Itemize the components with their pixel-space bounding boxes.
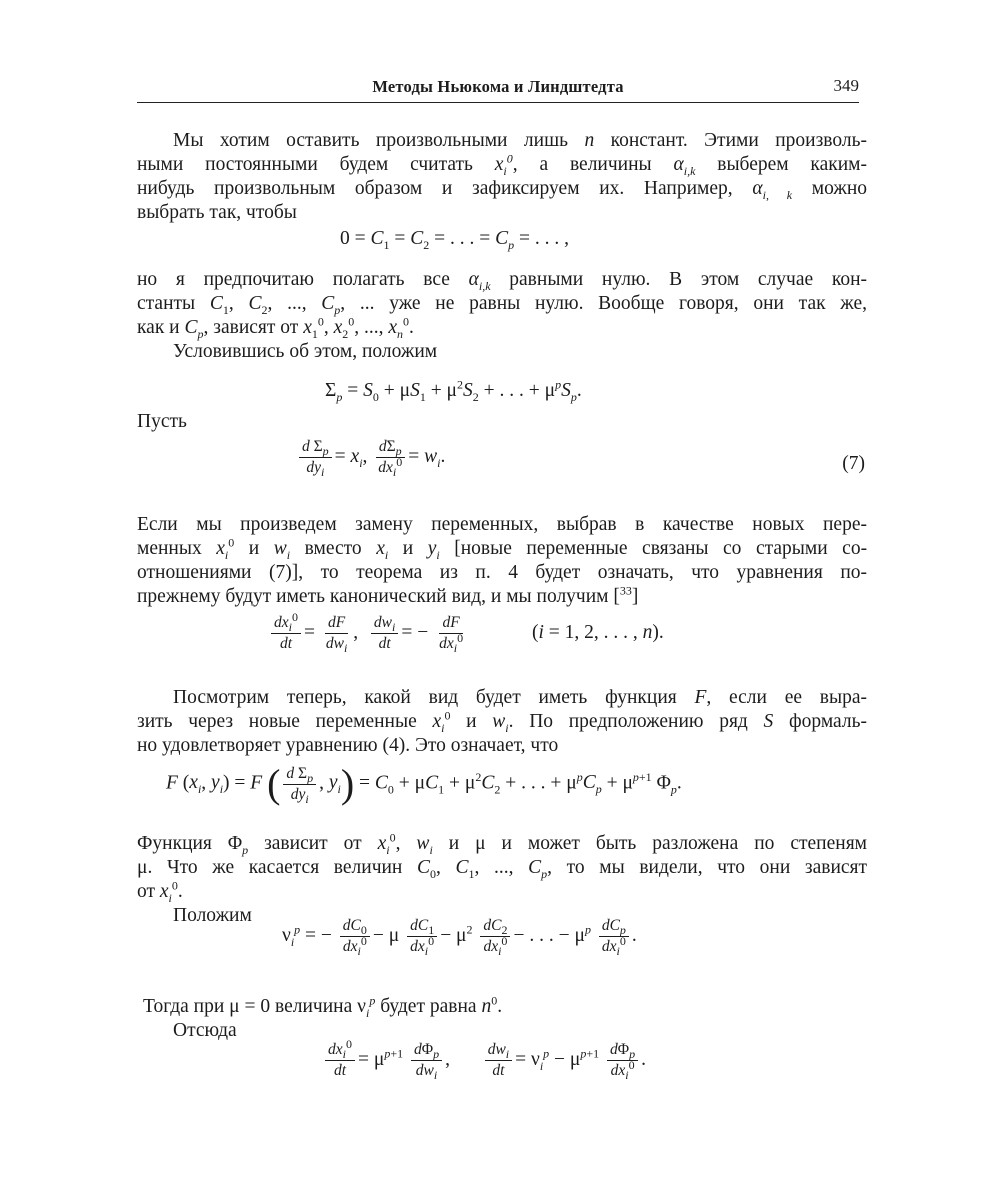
equation-constants-zero: $0 = C_1 = C_2$ = . . . = $C_p$ = . . . , <box>340 228 570 252</box>
equation-7: d $\Sigma_p$ $dy_i$ = $x_i$, $d\Sigma_p$ $dx_i^0$ = $w_i$. <box>296 438 445 477</box>
equation-canonical: $dx_i^0$ dt = dF $dw_i$ , $dw_i$ dt = − dF $dx_i^0$ (i = 1, 2, . . . , n). <box>268 614 664 653</box>
reference-note: 33 <box>619 583 632 598</box>
paragraph-line: отношениями (7)], то теорема из п. 4 будет означать, что уравнения по- <box>137 562 867 583</box>
paragraph-line: от $x_i^0$. <box>137 878 183 905</box>
paragraph-line: станты $C_1$, $C_2$, ..., $C_p$, ... уже не равны нулю. Вообще говоря, они так же, <box>137 293 868 317</box>
paragraph-line: Функция $\Phi_p$ зависит от $x_i^0$, $w_i$ и μ и может быть разложена по степеням <box>137 830 868 857</box>
equation-nu: $\nu_i^p$ = − $dC_0$ $dx_i^0$ − μ $dC_1$ $dx_i^0$ − $\mu^2$ $dC_2$ $dx_i^0$ − . . . − $\mu^p$ $dC_p$ $dx_i^0$ . <box>282 917 637 959</box>
paragraph-line: зить через новые переменные $x_i^0$ и $w_i$. По предположению ряд S формаль- <box>137 708 867 735</box>
paragraph-line: Пусть <box>137 411 187 432</box>
paragraph-line: прежнему будут иметь канонический вид, и мы получим [$^{33}$] <box>137 583 639 607</box>
paragraph-line: но удовлетворяет уравнению (4). Это означает, что <box>137 735 559 756</box>
paragraph-line: μ. Что же касается величин $C_0$, $C_1$, ..., $C_p$, то мы видели, что они зависят <box>137 857 868 881</box>
paragraph-line: Мы хотим оставить произвольными лишь n констант. Этими произволь- <box>173 130 867 151</box>
running-title: Методы Ньюкома и Линдштедта <box>372 77 624 96</box>
paragraph-line: Условившись об этом, положим <box>173 341 438 362</box>
paragraph-line: Посмотрим теперь, какой вид будет иметь функция F, если ее выра- <box>173 687 867 708</box>
paragraph-line: как и $C_p$, зависят от $x_1^0$, $x_2^0$, ..., $x_n^0$. <box>137 314 414 341</box>
paragraph-line: Отсюда <box>173 1020 237 1041</box>
paragraph-line: нибудь произвольным образом и зафиксируем их. Например, $\alpha_{i, k}$ можно <box>137 178 868 202</box>
paragraph-line: Если мы произведем замену переменных, выбрав в качестве новых пере- <box>137 514 867 535</box>
paragraph-line: Тогда при μ = 0 величина $\nu_i^p$ будет равна $n^0$. <box>143 993 503 1020</box>
page-number: 349 <box>833 76 859 95</box>
paragraph-line: ными постоянными будем считать $x_i^0$, а величины $\alpha_{i,k}$ выберем каким- <box>137 151 868 178</box>
paragraph-line: менных $x_i^0$ и $w_i$ вместо $x_i$ и $y_i$ [новые переменные связаны со старыми со- <box>137 535 868 562</box>
equation-F-expansion: F ($x_i$, $y_i) = F$ ( d $\Sigma_p$ $dy_i$ , $y_i) = C_0 + \mu C_1 + \mu^2C_2$ + . . . + $\mu^pC_p + \mu^{p+1}$ $\Phi_p$. <box>166 761 682 806</box>
equation-number: (7) <box>842 453 865 474</box>
equation-sigma-p: $\Sigma_p = S_0 + \mu S_1 + \mu^2S_2$ + . . . + $\mu^pS_p$. <box>325 377 582 404</box>
paragraph-line: но я предпочитаю полагать все $\alpha_{i,k}$ равными нулю. В этом случае кон- <box>137 269 868 293</box>
equation-final: $dx_i^0$ dt = $\mu^{p+1}$ $d\Phi_p$ $dw_i$ , $dw_i$ dt = $\nu_i^p - \mu^{p+1}$ $d\Phi_p$ $dx_i^0$ . <box>322 1041 646 1080</box>
paragraph-line: выбрать так, чтобы <box>137 202 297 223</box>
running-header <box>137 76 859 103</box>
paragraph-line: Положим <box>173 905 252 926</box>
